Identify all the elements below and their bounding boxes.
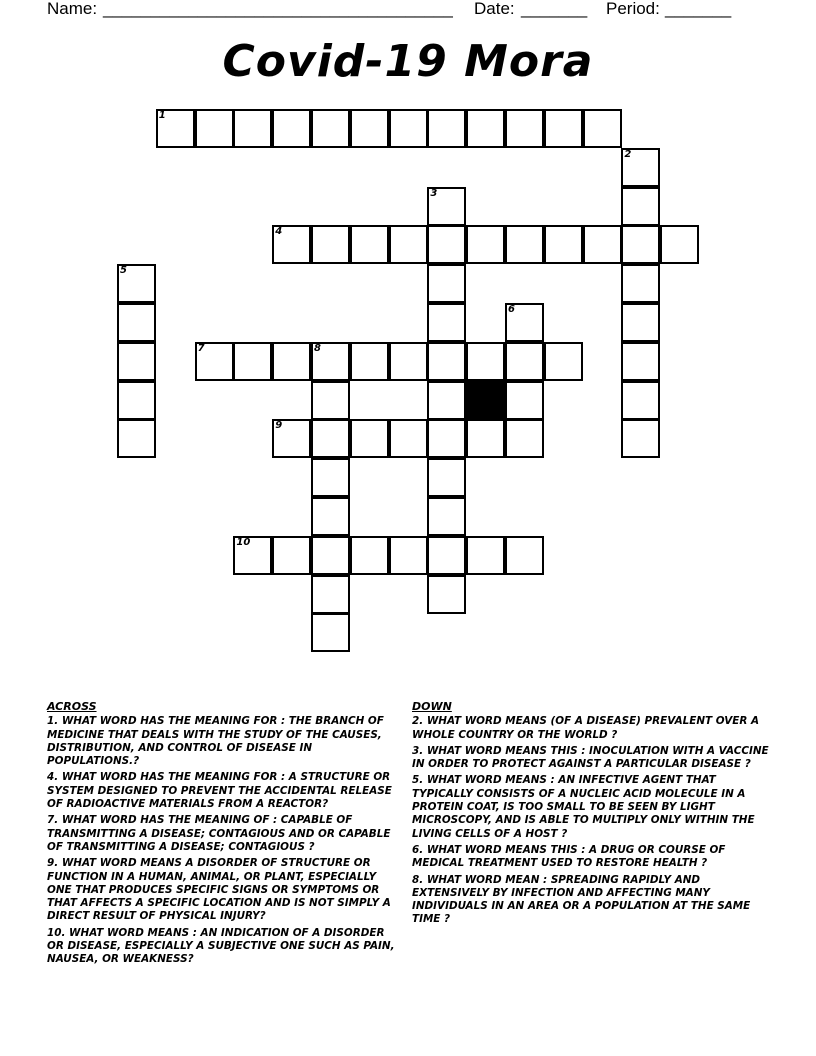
answer-cell[interactable] (505, 536, 544, 575)
answer-cell[interactable] (233, 342, 272, 381)
answer-cell[interactable] (117, 303, 156, 342)
clue-number: 7. (47, 814, 59, 827)
clue-number-label: 10 (236, 536, 251, 548)
answer-cell[interactable] (389, 536, 428, 575)
answer-cell[interactable] (466, 536, 505, 575)
clue-number: 6. (412, 843, 424, 856)
clue-text: WHAT WORD HAS THE MEANING FOR : THE BRANCH OF MEDICINE THAT DEALS WITH THE STUDY OF THE CAUSES, DISTRIBUTION, AND CONTROL OF DISEASE IN POPULATIONS.? (47, 715, 384, 768)
answer-cell[interactable] (427, 264, 466, 303)
clue-text: WHAT WORD MEANS : AN INFECTIVE AGENT THAT TYPICALLY CONSISTS OF A NUCLEIC ACID MOLECULE IN A PROTEIN COAT, IS TOO SMALL TO BE SEEN BY LIGHT MICROSCOPY, AND IS ABLE TO MULTIPLY ONLY WITHIN THE LIVING CELLS OF A HOST ? (412, 774, 755, 840)
answer-cell[interactable] (505, 109, 544, 148)
clue-text: WHAT WORD MEANS : AN INDICATION OF A DISORDER OR DISEASE, ESPECIALLY A SUBJECTIVE ONE SUCH AS PAIN, NAUSEA, OR WEAKNESS? (47, 926, 395, 966)
answer-cell[interactable] (117, 381, 156, 420)
clue-number-label: 2 (624, 148, 632, 160)
answer-cell[interactable] (544, 109, 583, 148)
answer-cell[interactable] (195, 109, 234, 148)
answer-cell[interactable] (466, 342, 505, 381)
across-clue-9 (47, 857, 402, 923)
period-label: Period: (606, 0, 660, 18)
answer-cell[interactable] (117, 264, 156, 303)
answer-cell[interactable] (156, 109, 195, 148)
down-heading: DOWN (412, 700, 452, 713)
answer-cell[interactable] (272, 342, 311, 381)
answer-cell[interactable] (389, 225, 428, 264)
answer-cell[interactable] (311, 419, 350, 458)
answer-cell[interactable] (427, 458, 466, 497)
answer-cell[interactable] (466, 419, 505, 458)
answer-cell[interactable] (233, 536, 272, 575)
answer-cell[interactable] (583, 109, 622, 148)
answer-cell[interactable] (311, 497, 350, 536)
answer-cell[interactable] (233, 109, 272, 148)
clue-number: 9. (47, 857, 59, 870)
answer-cell[interactable] (350, 536, 389, 575)
clue-number-label: 4 (275, 226, 283, 238)
black-square (466, 381, 505, 420)
answer-cell[interactable] (350, 109, 389, 148)
answer-cell[interactable] (505, 303, 544, 342)
answer-cell[interactable] (427, 187, 466, 226)
clue-number-label: 7 (197, 342, 205, 354)
down-clue-8 (412, 874, 770, 927)
puzzle-title: Covid-19 Mora (222, 36, 594, 87)
answer-cell[interactable] (466, 109, 505, 148)
answer-cell[interactable] (350, 342, 389, 381)
answer-cell[interactable] (427, 342, 466, 381)
clue-number-label: 6 (508, 304, 515, 315)
period-blank[interactable]: _______ (665, 0, 732, 18)
answer-cell[interactable] (621, 381, 660, 420)
clue-text: WHAT WORD MEANS (OF A DISEASE) PREVALENT OVER A WHOLE COUNTRY OR THE WORLD ? (412, 715, 760, 741)
answer-cell[interactable] (583, 225, 622, 264)
answer-cell[interactable] (621, 225, 660, 264)
down-clue-5 (412, 774, 770, 840)
answer-cell[interactable] (272, 419, 311, 458)
answer-cell[interactable] (272, 536, 311, 575)
across-heading: ACROSS (47, 700, 97, 713)
answer-cell[interactable] (621, 419, 660, 458)
answer-cell[interactable] (272, 109, 311, 148)
down-clue-6 (412, 844, 770, 871)
clue-text: WHAT WORD MEAN : SPREADING RAPIDLY AND EXTENSIVELY BY INFECTION AND AFFECTING MANY INDIVIDUALS IN AN AREA OR A POPULATION AT THE SAME TIME ? (412, 873, 751, 926)
answer-cell[interactable] (350, 419, 389, 458)
answer-cell[interactable] (466, 225, 505, 264)
answer-cell[interactable] (505, 381, 544, 420)
answer-cell[interactable] (621, 187, 660, 226)
clue-number: 4. (47, 771, 59, 784)
clue-number-label: 8 (314, 342, 321, 354)
answer-cell[interactable] (311, 225, 350, 264)
clue-number-label: 3 (430, 187, 438, 199)
answer-cell[interactable] (389, 342, 428, 381)
clue-number-label: 1 (158, 110, 166, 121)
answer-cell[interactable] (311, 109, 350, 148)
answer-cell[interactable] (272, 225, 311, 264)
clue-number: 10. (47, 926, 66, 939)
answer-cell[interactable] (621, 264, 660, 303)
name-label: Name: (47, 0, 98, 18)
clue-number-label: 5 (120, 265, 127, 277)
answer-cell[interactable] (311, 613, 350, 652)
answer-cell[interactable] (544, 342, 583, 381)
clue-text: WHAT WORD MEANS THIS : INOCULATION WITH A VACCINE IN ORDER TO PROTECT AGAINST A PARTICULAR DISEASE ? (412, 744, 769, 771)
across-clue-10 (47, 927, 402, 967)
answer-cell[interactable] (311, 381, 350, 420)
answer-cell[interactable] (544, 225, 583, 264)
across-clue-1 (47, 715, 402, 768)
answer-cell[interactable] (427, 381, 466, 420)
clue-text: WHAT WORD MEANS A DISORDER OF STRUCTURE OR FUNCTION IN A HUMAN, ANIMAL, OR PLANT, ESPECIALLY ONE THAT PRODUCES SPECIFIC SIGNS OR SYMPTOMS OR THAT AFFECTS A SPECIFIC LOCATION AND IS NOT SIMPLY A DIRECT RESULT OF PHYSICAL INJURY? (47, 857, 391, 923)
answer-cell[interactable] (427, 536, 466, 575)
answer-cell[interactable] (505, 342, 544, 381)
answer-cell[interactable] (311, 342, 350, 381)
clue-number: 5. (412, 774, 424, 787)
clue-number: 8. (412, 873, 424, 886)
answer-cell[interactable] (117, 342, 156, 381)
answer-cell[interactable] (621, 303, 660, 342)
answer-cell[interactable] (350, 225, 389, 264)
answer-cell[interactable] (389, 419, 428, 458)
answer-cell[interactable] (505, 225, 544, 264)
date-label: Date: (474, 0, 515, 18)
across-clues (47, 700, 402, 970)
down-clue-2 (412, 715, 770, 742)
across-clue-4 (47, 771, 402, 811)
answer-cell[interactable] (505, 419, 544, 458)
answer-cell[interactable] (427, 109, 466, 148)
answer-cell[interactable] (427, 419, 466, 458)
answer-cell[interactable] (427, 497, 466, 536)
answer-cell[interactable] (311, 536, 350, 575)
answer-cell[interactable] (427, 225, 466, 264)
clue-number-label: 9 (275, 420, 283, 432)
across-clue-7 (47, 814, 402, 854)
answer-cell[interactable] (311, 575, 350, 614)
answer-cell[interactable] (427, 303, 466, 342)
answer-cell[interactable] (427, 575, 466, 614)
clue-text: WHAT WORD HAS THE MEANING OF : CAPABLE OF TRANSMITTING A DISEASE; CONTAGIOUS AND OR CAPABLE OF TRANSMITTING A DISEASE; CONTAGIOUS ? (47, 814, 391, 853)
answer-cell[interactable] (621, 342, 660, 381)
clue-number: 1. (47, 715, 59, 728)
answer-cell[interactable] (660, 225, 699, 264)
clue-number: 3. (412, 744, 424, 757)
down-clue-3 (412, 745, 770, 772)
answer-cell[interactable] (117, 419, 156, 458)
clue-number: 2. (412, 715, 424, 728)
down-clues (412, 700, 770, 930)
answer-cell[interactable] (195, 342, 234, 381)
name-blank[interactable]: _____________________________________ (103, 0, 453, 18)
answer-cell[interactable] (621, 148, 660, 187)
date-blank[interactable]: _______ (521, 0, 588, 18)
clue-text: WHAT WORD HAS THE MEANING FOR : A STRUCTURE OR SYSTEM DESIGNED TO PREVENT THE ACCIDENTAL RELEASE OF RADIOACTIVE MATERIALS FROM A REACTOR? (47, 771, 392, 811)
answer-cell[interactable] (389, 109, 428, 148)
answer-cell[interactable] (311, 458, 350, 497)
clue-text: WHAT WORD MEANS THIS : A DRUG OR COURSE OF MEDICAL TREATMENT USED TO RESTORE HEALTH ? (412, 843, 726, 870)
